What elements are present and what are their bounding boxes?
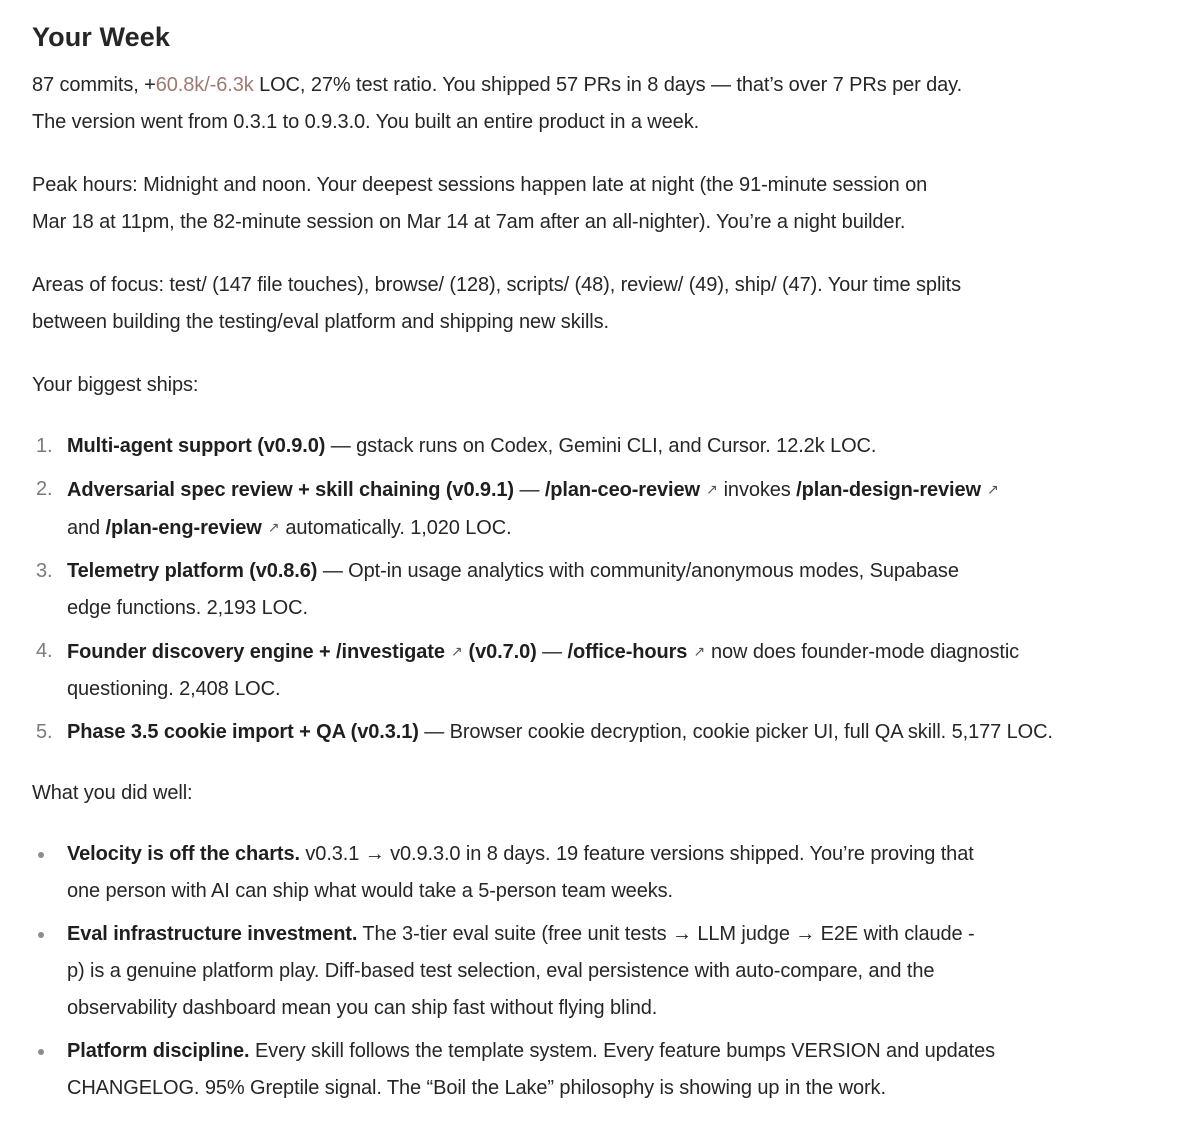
biggest-ships-list: [32, 428, 1160, 751]
win-description: v0.3.1 → v0.9.3.0 in 8 days. 19 feature versions shipped. You’re proving that: [299, 843, 974, 865]
focus-areas-line1: Areas of focus: test/ (147 file touches), browse/ (128), scripts/ (48), review/ (49), ship/ (47). Your time splits: [32, 274, 961, 296]
ship-title: Adversarial spec review + skill chaining (v0.9.1): [67, 479, 514, 501]
ship-title: Founder discovery engine +: [67, 641, 337, 663]
ship-title: Multi-agent support (v0.9.0): [67, 435, 326, 457]
bullet-dot-icon: [38, 932, 44, 938]
bullet-dot-icon: [38, 1049, 44, 1055]
summary-paragraph-peak-hours: [32, 167, 1160, 241]
ship-description: automatically. 1,020 LOC.: [285, 517, 512, 539]
command-link-plan-ceo-review[interactable]: /plan-ceo-review: [544, 479, 700, 501]
ships-section-label: Your biggest ships:: [32, 374, 199, 396]
list-number: 2.: [36, 478, 53, 500]
did-well-list: [32, 836, 1160, 1107]
stats-text-pre: 87 commits, +: [32, 74, 156, 96]
summary-paragraph-focus-areas: [32, 267, 1160, 341]
external-link-icon[interactable]: ↗: [693, 643, 705, 659]
win-item-3: [32, 1033, 1160, 1107]
list-number: 5.: [36, 721, 53, 743]
command-link-office-hours[interactable]: /office-hours: [567, 641, 688, 663]
ship-description: — Browser cookie decryption, cookie picker UI, full QA skill. 5,177 LOC.: [418, 721, 1053, 743]
peak-hours-line1: Peak hours: Midnight and noon. Your deepest sessions happen late at night (the 91-minute session on: [32, 174, 928, 196]
page-title: Your Week: [32, 22, 170, 52]
stats-text-post: LOC, 27% test ratio. You shipped 57 PRs in 8 days — that’s over 7 PRs per day.: [253, 74, 963, 96]
stats-text-line2: The version went from 0.3.1 to 0.9.3.0. You built an entire product in a week.: [32, 111, 700, 133]
peak-hours-line2: Mar 18 at 11pm, the 82-minute session on Mar 14 at 7am after an all-nighter). You’re a night builder.: [32, 211, 906, 233]
win-description: The 3-tier eval suite (free unit tests → LLM judge → E2E with claude -: [357, 923, 975, 945]
loc-removed-value: -6.3k: [209, 74, 254, 96]
external-link-icon[interactable]: ↗: [450, 643, 463, 659]
ship-title: Telemetry platform (v0.8.6): [67, 560, 318, 582]
command-link-plan-eng-review[interactable]: /plan-eng-review: [105, 517, 262, 539]
ship-item-5: [32, 714, 1160, 751]
summary-paragraph-stats: [32, 67, 1160, 141]
ship-item-3: [32, 553, 1160, 627]
ship-title-version: (v0.7.0): [468, 641, 537, 663]
focus-areas-line2: between building the testing/eval platform and shipping new skills.: [32, 311, 609, 333]
win-description: Every skill follows the template system. Every feature bumps VERSION and updates: [249, 1040, 996, 1062]
win-title: Eval infrastructure investment.: [67, 923, 358, 945]
bullet-dot-icon: [38, 852, 44, 858]
ship-description: —: [514, 479, 545, 501]
win-description: one person with AI can ship what would take a 5-person team weeks.: [67, 880, 673, 902]
ship-description: —: [536, 641, 568, 663]
win-description: observability dashboard mean you can ship fast without flying blind.: [67, 997, 658, 1019]
ship-item-1: [32, 428, 1160, 465]
external-link-icon[interactable]: ↗: [986, 481, 999, 497]
external-link-icon[interactable]: ↗: [267, 519, 280, 535]
ship-description: — gstack runs on Codex, Gemini CLI, and Cursor. 12.2k LOC.: [325, 435, 877, 457]
ship-title: Phase 3.5 cookie import + QA (v0.3.1): [67, 721, 419, 743]
ship-item-2: [32, 471, 1160, 547]
command-link-plan-design-review[interactable]: /plan-design-review: [796, 479, 981, 501]
list-number: 1.: [36, 435, 53, 457]
ship-description: invokes: [723, 479, 797, 501]
win-item-1: [32, 836, 1160, 910]
loc-added-value: 60.8k: [155, 74, 205, 96]
list-number: 3.: [36, 560, 53, 582]
win-title: Platform discipline.: [67, 1040, 250, 1062]
external-link-icon[interactable]: ↗: [705, 481, 718, 497]
win-item-2: [32, 916, 1160, 1027]
wins-section-label: What you did well:: [32, 782, 193, 804]
ship-description: and: [67, 517, 106, 539]
win-description: p) is a genuine platform play. Diff-based test selection, eval persistence with auto-compare, and the: [67, 960, 935, 982]
win-title: Velocity is off the charts.: [67, 843, 300, 865]
loc-separator: /: [204, 74, 210, 96]
ship-description: now does founder-mode diagnostic: [710, 641, 1020, 663]
win-description: CHANGELOG. 95% Greptile signal. The “Boil the Lake” philosophy is showing up in the work.: [67, 1077, 886, 1099]
ship-description: — Opt-in usage analytics with community/anonymous modes, Supabase: [317, 560, 959, 582]
ship-item-4: [32, 633, 1160, 708]
ship-description: edge functions. 2,193 LOC.: [67, 597, 308, 619]
ship-description: questioning. 2,408 LOC.: [67, 678, 281, 700]
list-number: 4.: [36, 640, 53, 662]
command-link-investigate[interactable]: /investigate: [336, 641, 445, 663]
